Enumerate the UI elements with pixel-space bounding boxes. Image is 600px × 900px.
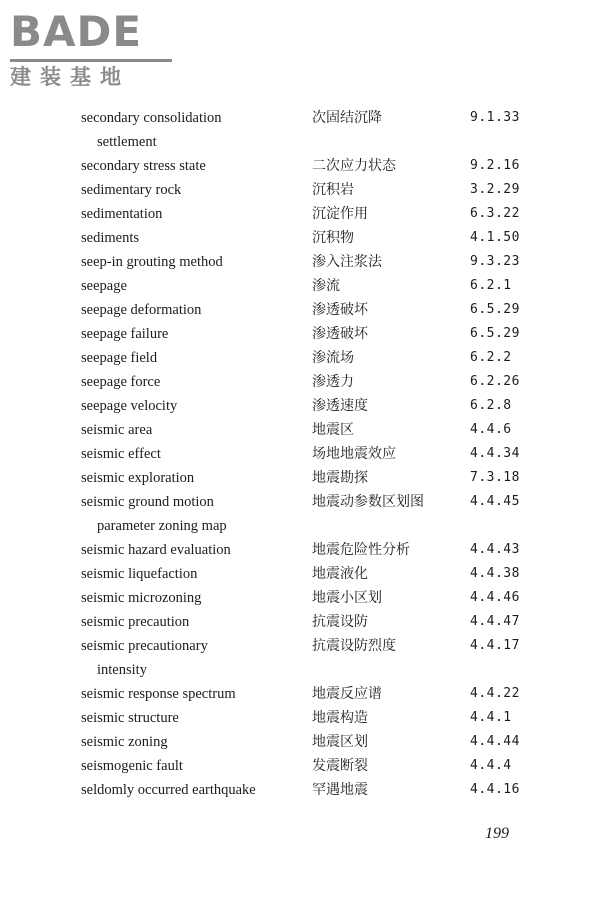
index-entry [0,730,600,754]
index-entry [0,202,600,226]
entry-term-en: seepage force [81,374,161,390]
entry-term-zh: 渗透破坏 [312,302,368,318]
entry-term-en: seismogenic fault [81,758,183,774]
entry-term-en: seepage [81,278,127,294]
entry-reference: 6.5.29 [470,326,520,341]
entry-term-zh: 场地地震效应 [312,446,396,462]
entry-term-en: seismic hazard evaluation [81,542,231,558]
entry-reference: 4.4.22 [470,686,520,701]
index-entry [0,346,600,370]
entry-reference: 6.2.2 [470,350,512,365]
index-entry [0,778,600,802]
entry-term-en: settlement [97,134,157,150]
entry-term-zh: 地震勘探 [312,470,368,486]
entry-reference: 4.4.45 [470,494,520,509]
entry-term-en: sediments [81,230,139,246]
index-entry [0,706,600,730]
entry-reference: 4.4.46 [470,590,520,605]
entry-term-en: secondary stress state [81,158,206,174]
entry-term-zh: 渗透破坏 [312,326,368,342]
entry-term-zh: 沉积岩 [312,182,354,198]
index-entry [0,682,600,706]
entry-reference: 6.2.8 [470,398,512,413]
entry-reference: 9.1.33 [470,110,520,125]
entry-reference: 4.4.34 [470,446,520,461]
entry-term-en: seepage field [81,350,158,366]
entry-term-zh: 地震区划 [312,734,368,750]
entry-term-zh: 地震小区划 [312,590,382,606]
index-entry [0,370,600,394]
entry-term-en: seep-in grouting method [81,254,223,270]
entry-term-en: seldomly occurred earthquake [81,782,256,798]
entry-term-en: seismic exploration [81,470,195,486]
index-entry [0,226,600,250]
index-entry [0,562,600,586]
glossary-index [0,106,600,802]
index-entry [0,274,600,298]
entry-term-en: seepage deformation [81,302,202,318]
entry-reference: 6.2.1 [470,278,512,293]
entry-term-en: seismic effect [81,446,161,462]
entry-reference: 6.2.26 [470,374,520,389]
entry-term-en: seismic liquefaction [81,566,198,582]
index-entry [0,754,600,778]
entry-term-en: seismic precautionary [81,638,208,654]
entry-term-en: seismic ground motion [81,494,214,510]
index-entry [0,250,600,274]
entry-term-en: seismic precaution [81,614,190,630]
entry-term-en: seismic response spectrum [81,686,236,702]
entry-term-zh: 地震危险性分析 [312,542,410,558]
entry-term-zh: 地震区 [312,422,354,438]
index-entry [0,634,600,658]
entry-term-en: seepage velocity [81,398,178,414]
entry-term-en: secondary consolidation [81,110,222,126]
entry-reference: 9.2.16 [470,158,520,173]
entry-reference: 4.4.17 [470,638,520,653]
entry-term-zh: 发震断裂 [312,758,368,774]
entry-term-zh: 渗流 [312,278,340,294]
entry-reference: 4.4.47 [470,614,520,629]
entry-term-en: seismic zoning [81,734,168,750]
entry-term-zh: 地震反应谱 [312,686,382,702]
entry-term-en: parameter zoning map [97,518,227,534]
index-entry [0,442,600,466]
entry-term-en: seismic microzoning [81,590,202,606]
entry-term-zh: 渗入注浆法 [312,254,382,270]
index-entry-continuation [0,658,600,682]
entry-term-zh: 抗震设防 [312,614,368,630]
index-entry [0,394,600,418]
index-entry [0,490,600,514]
index-entry [0,178,600,202]
entry-term-en: intensity [97,662,147,678]
entry-term-en: seismic area [81,422,153,438]
index-entry-continuation [0,514,600,538]
entry-term-en: sedimentary rock [81,182,182,198]
entry-term-zh: 渗透速度 [312,398,368,414]
index-entry [0,322,600,346]
index-entry [0,538,600,562]
entry-reference: 6.5.29 [470,302,520,317]
entry-reference: 4.4.43 [470,542,520,557]
entry-term-zh: 二次应力状态 [312,158,396,174]
entry-term-en: seismic structure [81,710,179,726]
entry-reference: 7.3.18 [470,470,520,485]
entry-reference: 4.1.50 [470,230,520,245]
entry-reference: 4.4.16 [470,782,520,797]
entry-reference: 4.4.6 [470,422,512,437]
entry-reference: 4.4.1 [470,710,512,725]
index-entry [0,586,600,610]
logo-subtitle: 建装基地 [10,65,130,89]
entry-reference: 6.3.22 [470,206,520,221]
entry-term-zh: 沉积物 [312,230,354,246]
entry-reference: 4.4.44 [470,734,520,749]
entry-reference: 3.2.29 [470,182,520,197]
page-number: 199 [485,825,509,842]
entry-term-zh: 罕遇地震 [312,782,368,798]
entry-term-zh: 抗震设防烈度 [312,638,396,654]
entry-term-zh: 地震液化 [312,566,368,582]
index-entry [0,610,600,634]
index-entry [0,298,600,322]
watermark-logo [10,8,175,88]
index-entry [0,466,600,490]
entry-term-zh: 沉淀作用 [312,206,368,222]
logo-brand-text: BADE [10,7,143,56]
entry-term-en: sedimentation [81,206,163,222]
entry-term-en: seepage failure [81,326,169,342]
entry-reference: 4.4.4 [470,758,512,773]
entry-term-zh: 渗透力 [312,374,354,390]
index-entry [0,154,600,178]
entry-term-zh: 次固结沉降 [312,110,382,126]
index-entry [0,106,600,130]
entry-reference: 4.4.38 [470,566,520,581]
logo-underline [10,59,172,62]
entry-reference: 9.3.23 [470,254,520,269]
entry-term-zh: 渗流场 [312,350,354,366]
entry-term-zh: 地震构造 [312,710,368,726]
index-entry-continuation [0,130,600,154]
index-entry [0,418,600,442]
entry-term-zh: 地震动参数区划图 [312,494,424,510]
